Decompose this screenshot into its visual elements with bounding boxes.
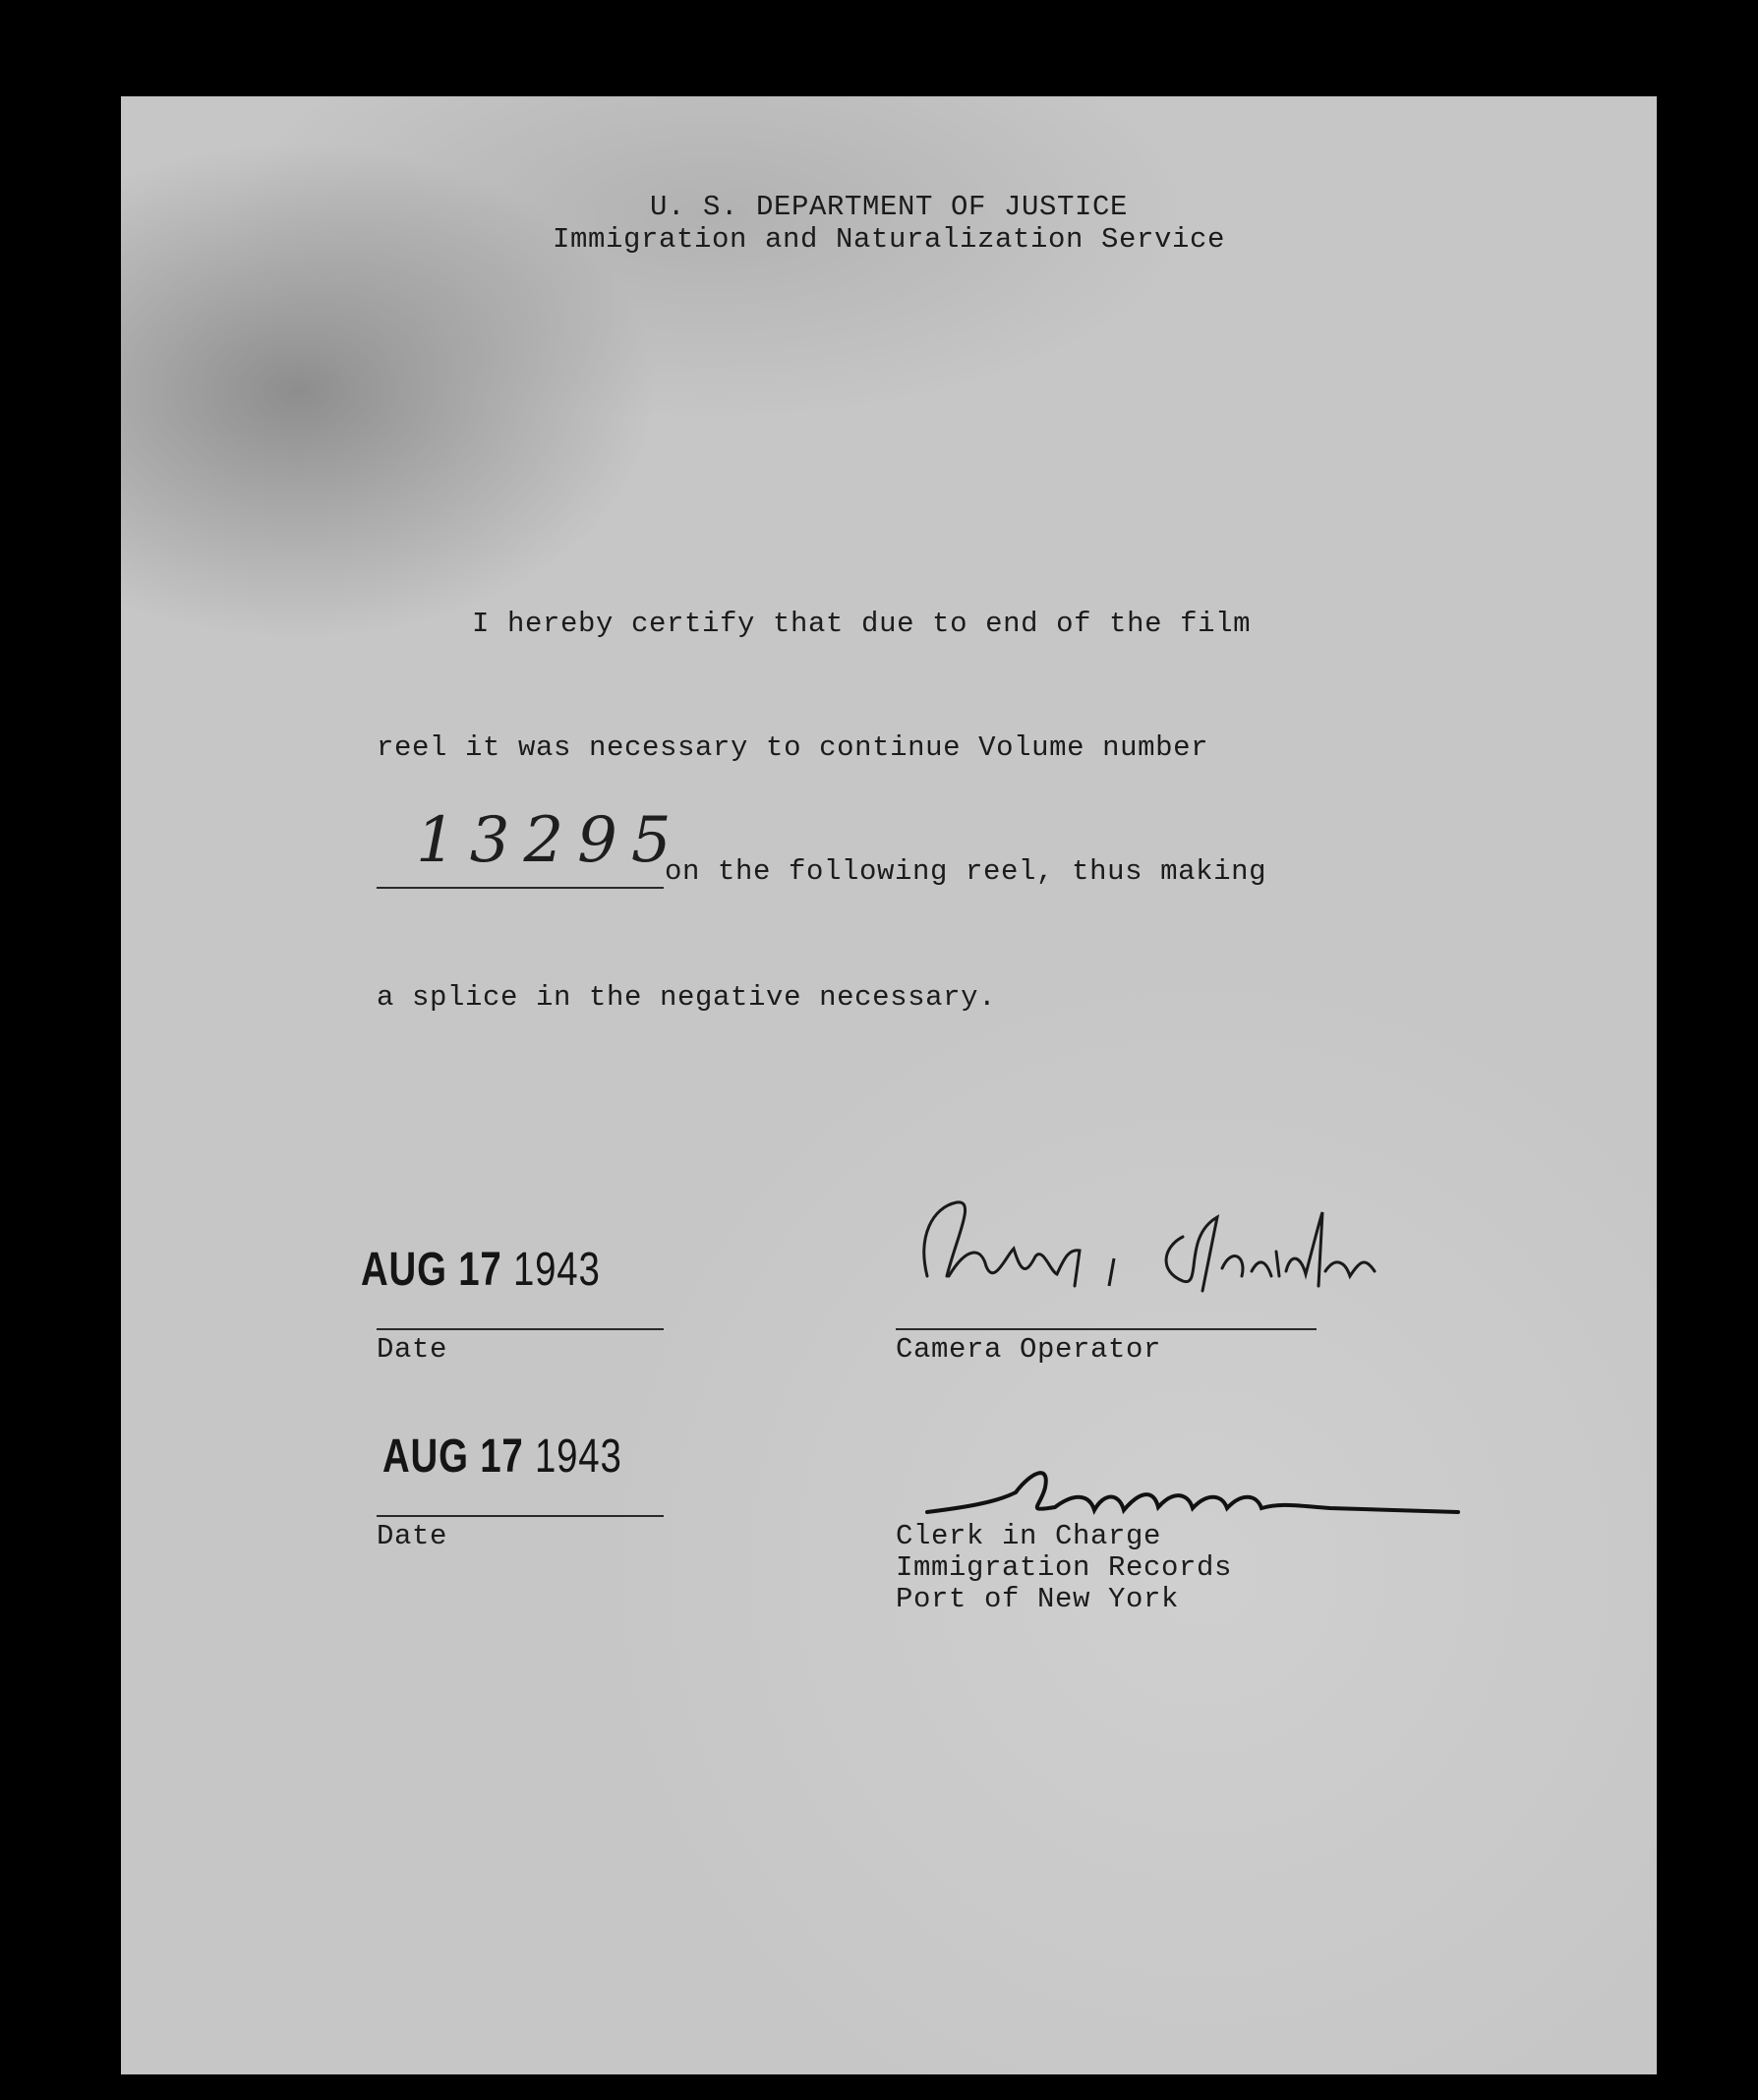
date-stamp-1: AUG 17 1943 (361, 1244, 601, 1296)
camera-operator-label: Camera Operator (896, 1333, 1162, 1366)
clerk-location: Port of New York (896, 1583, 1180, 1615)
date-2-line (377, 1515, 664, 1517)
department-heading: U. S. DEPARTMENT OF JUSTICE (649, 191, 1129, 223)
document-page (121, 96, 1657, 2074)
service-heading: Immigration and Naturalization Service (552, 223, 1226, 256)
certification-line-3: on the following reel, thus making (665, 855, 1267, 888)
clerk-department: Immigration Records (896, 1551, 1233, 1584)
volume-number-underline (377, 887, 664, 889)
volume-number-handwritten: 13295 (416, 804, 685, 877)
camera-operator-line (896, 1328, 1317, 1330)
date-2-label: Date (377, 1520, 448, 1552)
clerk-title: Clerk in Charge (896, 1520, 1162, 1552)
camera-operator-signature (888, 1178, 1517, 1335)
date-1-line (377, 1328, 664, 1330)
date-1-label: Date (377, 1333, 448, 1366)
certification-line-4: a splice in the negative necessary. (377, 981, 997, 1014)
date-stamp-2: AUG 17 1943 (382, 1430, 622, 1483)
certification-line-1: I hereby certify that due to end of the film (472, 608, 1252, 640)
certification-line-2: reel it was necessary to continue Volume number (377, 731, 1209, 764)
